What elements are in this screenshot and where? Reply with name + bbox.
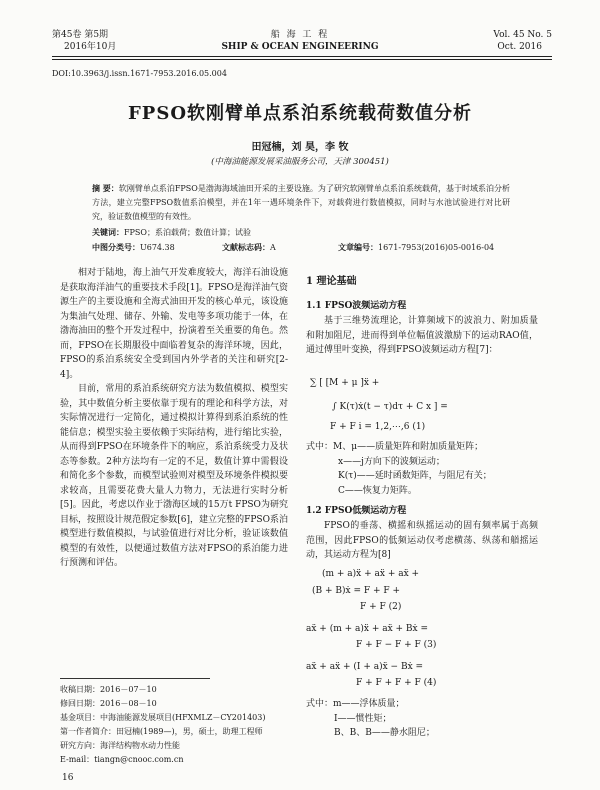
section-1-2-heading: 1.2 FPSO低频运动方程: [306, 506, 407, 516]
footnote-revised: 修回日期：2016－08－10: [60, 699, 157, 708]
equation-4-line-2: F + F + F + F (4): [356, 678, 437, 688]
equation-4-line-1: aẍ + aẍ + (I + a)ẍ − Bẋ =: [306, 662, 424, 672]
definition-displacement: x——j方向下的波频运动；: [338, 456, 445, 467]
equation-1-line-1: ∑ [ [M + μ ]ẍ +: [310, 378, 380, 388]
equation-1-line-3: F + F i = 1,2,⋯,6 (1): [330, 422, 426, 432]
clc-value: U674.38: [140, 243, 175, 252]
clc-label: 中图分类号：: [92, 242, 140, 252]
keywords-text: FPSO；系泊载荷；数值计算；试验: [124, 228, 251, 237]
keywords: [92, 227, 251, 238]
clc-number: [92, 242, 175, 253]
abstract-label: 摘 要：: [92, 183, 119, 193]
equation-2-line-2: (B + B)ẋ = F + F +: [312, 586, 401, 596]
footnote-fund: 基金项目：中海油能源发展项目(HFXMLZ－CY201403): [60, 713, 266, 722]
equation-1-definitions: [306, 440, 538, 498]
equation-1-line-2: ∫ K(τ)ẋ(t − τ)dτ + C x ] =: [332, 402, 448, 412]
doc-code: [222, 242, 276, 253]
footnote-rule: [60, 678, 210, 679]
section-1-2-text: [306, 519, 538, 563]
section-1-1-text: [306, 314, 538, 358]
intro-paragraph-2: 目前，常用的系泊系统研究方法为数值模拟、模型实验，其中数值分析主要依靠于现有的理论和科学方法，对实际情况进行一定简化，通过模拟计算得到系泊系统的性能信息；模型实验主要依赖于实际结构，进行缩比实验，从而得到FPSO在环境条件下的响应，系泊系统受力及状态等参数。2种方法均有一定的不足，数值计算中需假设和简化多个参数，而模型试验则对模型及环境条件模拟要求较高，且需要花费大量人力物力，无法进行实时分析[5]。因此，考虑以作业于渤海区域的15万t FPSO为研究目标，按照设计规范假定参数[6]，建立完整的FPSO系泊模型进行数值模拟，与试验值进行对比分析，验证该数值模型的有效性，以便通过数值方法对FPSO的系泊能力进行预测和评估。: [60, 384, 288, 568]
header-journal-cn: 船 海 工 程: [270, 30, 330, 40]
footnote-author: 第一作者简介：田冠楠(1989—)，男，硕士，助理工程师: [60, 727, 263, 736]
paper-authors: 田冠楠，刘 昊，李 牧: [251, 142, 349, 153]
footnotes: [60, 683, 265, 767]
footnote-field: 研究方向：海洋结构物水动力性能: [60, 741, 180, 750]
article-number-label: 文章编号：: [338, 242, 378, 252]
footnote-received: 收稿日期：2016－07－10: [60, 685, 157, 694]
keywords-label: 关键词：: [92, 227, 124, 237]
header-volume-en: Vol. 45 No. 5: [493, 30, 552, 40]
section-1-1-heading: 1.1 FPSO波频运动方程: [306, 301, 407, 311]
equation-3-line-2: F + F − F + F (3): [356, 640, 437, 650]
definition-damping: B、B、B——静水阻尼；: [334, 728, 435, 738]
paper-title: FPSO软刚臂单点系泊系统载荷数值分析: [128, 103, 472, 124]
definition-inertia: I——惯性矩；: [334, 713, 392, 724]
equation-2-4-definitions: [306, 697, 538, 741]
definition-mass: 式中：M、μ——质量矩阵和附加质量矩阵；: [306, 442, 484, 452]
doc-code-value: A: [270, 243, 276, 252]
paper-affiliation: (中海油能源发展采油服务公司，天津 300451): [211, 157, 389, 167]
section-1-1-paragraph: 基于三维势流理论，计算频域下的波浪力、附加质量和附加阻尼，进而得到单位幅值波激励下的运动RAO值，通过傅里叶变换，得到FPSO波频运动方程[7]：: [306, 316, 538, 355]
header-date-cn: 2016年10月: [64, 42, 117, 52]
header-journal-en: SHIP & OCEAN ENGINEERING: [221, 42, 379, 52]
article-number-value: 1671-7953(2016)05-0016-04: [378, 243, 495, 252]
header-rule: [52, 56, 552, 57]
abstract: [92, 181, 510, 224]
doc-code-label: 文献标志码：: [222, 242, 270, 252]
definition-restoring: C——恢复力矩阵。: [338, 485, 417, 496]
section-1-heading: 1 理论基础: [306, 276, 357, 287]
equation-2-line-3: F + F (2): [360, 602, 402, 612]
abstract-text: 软刚臂单点系泊FPSO是渤海海域油田开采的主要设施。为了研究软刚臂单点系泊系统载荷，基于时域系泊分析方法，建立完整FPSO数值系泊模型，并在1年一遇环境条件下，对载荷进行数值模拟，同时与水池试验进行对比研究，验证数值模型的有效性。: [92, 184, 510, 221]
left-column: [60, 266, 288, 571]
article-number: [338, 242, 494, 253]
definition-float-mass: 式中：m——浮体质量；: [306, 699, 405, 709]
equation-3-line-1: aẍ + (m + a)ẍ + aẍ + Bẋ =: [306, 624, 429, 634]
header-date-en: Oct. 2016: [497, 42, 542, 52]
intro-paragraph-1: 相对于陆地，海上油气开发难度较大，海洋石油设施是获取海洋油气的重要技术手段[1]。FPSO是海洋油气资源生产的主要设施和全海式油田开发的核心单元，该设施为集油气处理、储存、外输、发电等多项功能于一体，在渤海油田的整个开发过程中，扮演着至关重要的角色。然而，FPSO在长期服役中面临着复杂的海洋环境，因此，FPSO的系泊系统安全受到国内外学者的关注和研究[2-4]。: [60, 268, 288, 380]
header-volume-cn: 第45卷 第5期: [52, 30, 109, 40]
header-rule-2: [52, 59, 552, 60]
definition-delay: K(τ)——延时函数矩阵，与阻尼有关；: [338, 471, 492, 481]
footnote-email: E-mail：tiangn@cnooc.com.cn: [60, 755, 184, 764]
equation-2-line-1: (m + a)ẍ + aẍ + aẍ +: [322, 569, 420, 579]
section-1-2-paragraph: FPSO的垂荡、横摇和纵摇运动的固有频率属于高频范围，因此FPSO的低频运动仅考虑横荡、纵荡和艏摇运动，其运动方程为[8]: [306, 521, 538, 560]
page-number: 16: [62, 773, 74, 783]
doi: DOI:10.3963/j.issn.1671-7953.2016.05.004: [52, 69, 227, 78]
